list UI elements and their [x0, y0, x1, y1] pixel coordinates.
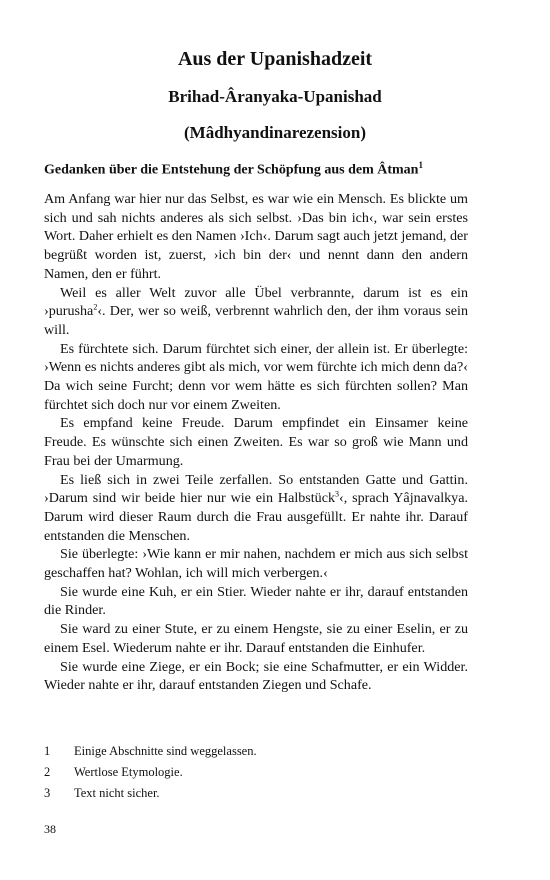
- page-subtitle: Brihad-Âranyaka-Upanishad: [168, 87, 382, 106]
- footnote-text: Text nicht sicher.: [74, 786, 160, 800]
- footnotes: [44, 744, 468, 807]
- paragraph-9: Sie wurde eine Ziege, er ein Bock; sie eine Schafmutter, er ein Widder. Wieder nahte er ihr, darauf entstanden Ziegen und Schafe.: [44, 658, 468, 694]
- paragraph-8: Sie ward zu einer Stute, er zu einem Hengste, sie zu einer Eselin, er zu einem Esel. Wiederum nahte er ihr. Darauf entstanden die Einhufer.: [44, 621, 468, 656]
- paragraph-6: Sie überlegte: ›Wie kann er mir nahen, nachdem er mich aus sich selbst geschaffen hat? Wohlan, ich will mich verbergen.‹: [44, 546, 468, 582]
- footnote-number: 1: [44, 744, 51, 758]
- footnote-ref-2: 2: [93, 302, 98, 312]
- body-text: [44, 190, 468, 695]
- footnote-text: Wertlose Etymologie.: [74, 765, 183, 779]
- page-number: 38: [44, 822, 56, 836]
- paragraph-5: Es ließ sich in zwei Teile zerfallen. So entstanden Gatte und Gattin. ›Darum sind wir beide hier nur wie ein Halbstück$^3$‹, sprach Yâjnavalkya. Darum wird dieser Raum durch die Frau ausgefüllt. Er nahte ihr. Darauf entstanden die Menschen.: [44, 471, 468, 544]
- section-title: Gedanken über die Entstehung der Schöpfung aus dem Âtman: [44, 162, 419, 178]
- paragraph-4: Es empfand keine Freude. Darum empfindet ein Einsamer keine Freude. Es wünschte sich einen Zweiten. Es war so groß wie Mann und Frau bei der Umarmung.: [44, 415, 468, 469]
- paragraph-2: Weil es aller Welt zuvor alle Übel verbrannte, darum ist es ein ›purusha$^2$‹. Der, wer so weiß, verbrennt wahrlich den, der ihm voraus sein will.: [44, 284, 468, 338]
- footnote-number: 2: [44, 765, 51, 779]
- recension-label: (Mâdhyandinarezension): [184, 123, 366, 142]
- footnote-text: Einige Abschnitte sind weggelassen.: [74, 744, 257, 758]
- footnote: [44, 744, 468, 765]
- footnote-ref-3: 3: [335, 489, 340, 499]
- footnote-ref-1: 1: [418, 160, 423, 170]
- footnote: [44, 786, 468, 807]
- paragraph-3: Es fürchtete sich. Darum fürchtet sich einer, der allein ist. Er überlegte: ›Wenn es nichts anderes gibt als mich, vor wem fürchte ich mich denn da?‹ Da wich seine Furcht; denn vor wem hätte es sich fürchten sollen? Man fürchtet sich doch nur vor einem Zweiten.: [44, 340, 468, 413]
- paragraph-7: Sie wurde eine Kuh, er ein Stier. Wieder nahte er ihr, darauf entstanden die Rinder.: [44, 583, 468, 619]
- footnote-number: 3: [44, 786, 51, 800]
- section-heading: [44, 160, 474, 179]
- footnote: [44, 765, 468, 786]
- page-title: Aus der Upanishadzeit: [177, 48, 373, 70]
- paragraph-1: Am Anfang war hier nur das Selbst, es war wie ein Mensch. Es blickte um sich und sah nichts anderes als sich selbst. ›Das bin ich‹, war sein erstes Wort. Daher erhielt es den Namen ›Ich‹. Darum sagt auch jetzt jemand, der begrüßt worden ist, zuerst, ›ich bin der‹ und nennt dann den andern Namen, den er führt.: [44, 191, 468, 282]
